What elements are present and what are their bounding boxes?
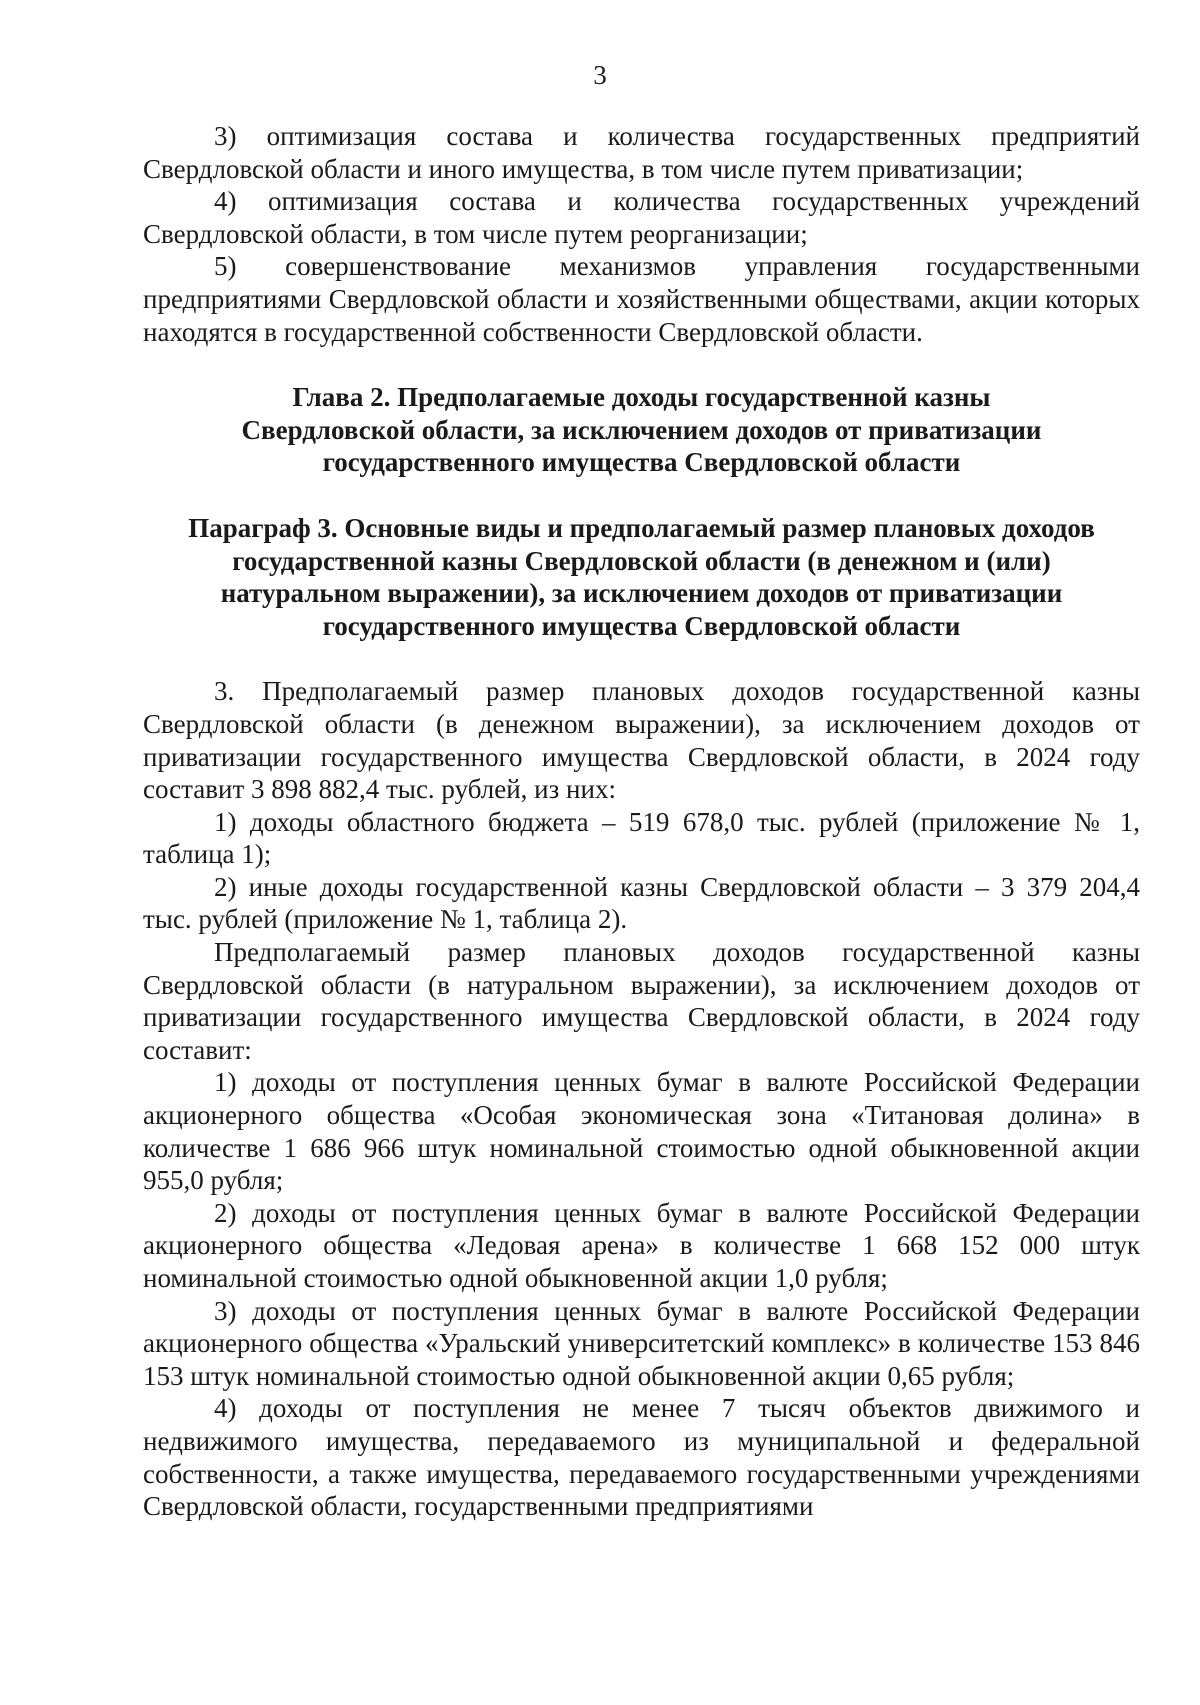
paragraph-heading-line: государственного имущества Свердловской области bbox=[322, 610, 961, 641]
document-body bbox=[143, 120, 1140, 1523]
list-item-5: 5) совершенствование механизмов управления государственными предприятиями Свердловской области и хозяйственными обществами, акции которых находятся в государственной собственности Свердловской области. bbox=[143, 251, 1140, 347]
chapter-heading-line: Свердловской области, за исключением доходов от приватизации bbox=[241, 414, 1042, 445]
clause-3-intro: 3. Предполагаемый размер плановых доходов государственной казны Свердловской области (в денежном выражении), за исключением доходов от приватизации государственного имущества Свердловской области, в 2024 году составит 3 898 882,4 тыс. рублей, из них: bbox=[143, 676, 1140, 805]
natural-income-item-1: 1) доходы от поступления ценных бумаг в валюте Российской Федерации акционерного общества «Особая экономическая зона «Титановая долина» в количестве 1 686 966 штук номинальной стоимостью одной обыкновенной акции 955,0 рубля; bbox=[143, 1067, 1140, 1196]
list-item-4: 4) оптимизация состава и количества государственных учреждений Свердловской области, в том числе путем реорганизации; bbox=[143, 186, 1140, 249]
paragraph-heading-line: государственной казны Свердловской области (в денежном и (или) bbox=[232, 545, 1051, 576]
paragraph-heading-line: Параграф 3. Основные виды и предполагаемый размер плановых доходов bbox=[188, 512, 1095, 543]
clause-3-item-2: 2) иные доходы государственной казны Свердловской области – 3 379 204,4 тыс. рублей (приложение № 1, таблица 2). bbox=[143, 871, 1140, 935]
page-number: 3 bbox=[593, 60, 607, 90]
chapter-heading-line: Глава 2. Предполагаемые доходы государственной казны bbox=[292, 382, 991, 413]
paragraph-heading bbox=[143, 512, 1140, 642]
chapter-heading-line: государственного имущества Свердловской области bbox=[322, 447, 961, 478]
natural-income-item-4: 4) доходы от поступления не менее 7 тысяч объектов движимого и недвижимого имущества, передаваемого из муниципальной и федеральной собственности, а также имущества, передаваемого государственными учреждениями Свердловской области, государственными предприятиями bbox=[143, 1393, 1140, 1522]
paragraph-heading-line: натуральном выражении), за исключением доходов от приватизации bbox=[220, 578, 1063, 609]
natural-income-item-3: 3) доходы от поступления ценных бумаг в валюте Российской Федерации акционерного общества «Уральский университетский комплекс» в количестве 153 846 153 штук номинальной стоимостью одной обыкновенной акции 0,65 рубля; bbox=[143, 1295, 1140, 1391]
clause-3-item-1: 1) доходы областного бюджета – 519 678,0 тыс. рублей (приложение № 1, таблица 1); bbox=[143, 806, 1140, 870]
chapter-heading bbox=[143, 381, 1140, 479]
list-item-3: 3) оптимизация состава и количества государственных предприятий Свердловской области и иного имущества, в том числе путем приватизации; bbox=[143, 121, 1140, 184]
natural-income-item-2: 2) доходы от поступления ценных бумаг в валюте Российской Федерации акционерного общества «Ледовая арена» в количестве 1 668 152 000 штук номинальной стоимостью одной обыкновенной акции 1,0 рубля; bbox=[143, 1197, 1140, 1293]
natural-income-intro: Предполагаемый размер плановых доходов государственной казны Свердловской области (в натуральном выражении), за исключением доходов от приватизации государственного имущества Свердловской области, в 2024 году составит: bbox=[143, 937, 1140, 1065]
